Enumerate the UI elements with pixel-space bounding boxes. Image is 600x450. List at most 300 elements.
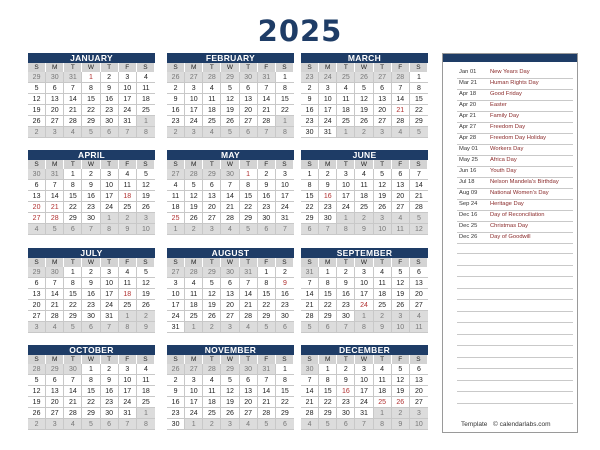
- day-cell: 11: [137, 83, 155, 94]
- day-cell: 7: [301, 375, 319, 386]
- day-cell: 9: [101, 375, 119, 386]
- day-cell-next-month: 5: [64, 322, 82, 333]
- day-cell: 13: [374, 94, 392, 105]
- day-cell-next-month: 2: [374, 311, 392, 322]
- holiday-date: Apr 18: [459, 91, 477, 97]
- day-cell: 4: [203, 375, 221, 386]
- note-line: [457, 403, 573, 404]
- weekday-label: T: [203, 63, 221, 72]
- weekday-label: W: [82, 258, 100, 267]
- weekday-label: W: [221, 258, 239, 267]
- weekday-label: T: [203, 355, 221, 364]
- day-cell: 24: [337, 202, 355, 213]
- day-cell: 12: [203, 289, 221, 300]
- day-cell-next-month: 12: [410, 224, 428, 235]
- month-february: [167, 53, 294, 138]
- day-cell: 7: [64, 83, 82, 94]
- day-cell-prev-month: 30: [240, 364, 258, 375]
- day-cell-prev-month: 29: [46, 364, 64, 375]
- day-cell: 5: [137, 169, 155, 180]
- weekday-label: S: [137, 63, 155, 72]
- day-cell: 9: [167, 386, 185, 397]
- day-cell: 20: [28, 202, 46, 213]
- day-cell-next-month: 5: [258, 419, 276, 430]
- day-cell: 5: [374, 169, 392, 180]
- page-title: 2025: [257, 14, 343, 48]
- day-cell: 31: [167, 322, 185, 333]
- holiday-date: Jan 01: [459, 69, 477, 75]
- day-cell: 30: [82, 213, 100, 224]
- day-cell-prev-month: 29: [203, 267, 221, 278]
- note-line: [457, 276, 573, 277]
- day-cell: 31: [355, 408, 373, 419]
- day-cell: 7: [258, 375, 276, 386]
- day-cell: 19: [137, 289, 155, 300]
- month-days: [301, 258, 428, 333]
- day-cell: 21: [258, 105, 276, 116]
- day-cell: 21: [301, 397, 319, 408]
- day-cell: 1: [319, 364, 337, 375]
- day-cell: 5: [203, 278, 221, 289]
- day-cell: 1: [301, 169, 319, 180]
- day-cell: 13: [28, 191, 46, 202]
- day-cell: 17: [185, 397, 203, 408]
- day-cell: 2: [337, 267, 355, 278]
- day-cell: 10: [319, 94, 337, 105]
- day-cell: 7: [392, 83, 410, 94]
- day-cell: 19: [137, 191, 155, 202]
- weekday-label: T: [240, 258, 258, 267]
- weekday-label: F: [258, 355, 276, 364]
- day-cell: 10: [119, 83, 137, 94]
- day-cell: 25: [203, 408, 221, 419]
- day-cell: 23: [337, 300, 355, 311]
- weekday-label: S: [167, 160, 185, 169]
- day-cell: 1: [319, 267, 337, 278]
- day-cell: 4: [374, 364, 392, 375]
- holiday-name: Day of Reconciliation: [490, 212, 545, 218]
- day-cell: 21: [64, 397, 82, 408]
- day-cell: 3: [185, 83, 203, 94]
- weekday-label: S: [137, 258, 155, 267]
- day-cell: 8: [82, 375, 100, 386]
- day-cell-next-month: 6: [64, 224, 82, 235]
- day-cell: 16: [101, 94, 119, 105]
- day-cell-prev-month: 29: [221, 364, 239, 375]
- day-cell-next-month: 3: [374, 213, 392, 224]
- day-cell: 24: [101, 202, 119, 213]
- day-cell: 24: [185, 116, 203, 127]
- day-cell-prev-month: 28: [28, 364, 46, 375]
- day-cell: 20: [28, 300, 46, 311]
- day-cell: 12: [137, 278, 155, 289]
- day-cell: 4: [137, 364, 155, 375]
- weekday-label: T: [203, 258, 221, 267]
- holiday-name: Day of Goodwill: [490, 234, 531, 240]
- day-cell-next-month: 1: [185, 419, 203, 430]
- day-cell: 26: [221, 116, 239, 127]
- day-cell: 5: [28, 83, 46, 94]
- day-cell: 12: [355, 94, 373, 105]
- day-cell: 3: [355, 267, 373, 278]
- day-cell: 7: [240, 278, 258, 289]
- day-cell: 5: [221, 375, 239, 386]
- day-cell: 16: [337, 289, 355, 300]
- day-cell-prev-month: 30: [64, 364, 82, 375]
- day-cell-next-month: 3: [221, 322, 239, 333]
- day-cell-next-month: 5: [221, 127, 239, 138]
- holiday-date: Apr 20: [459, 102, 477, 108]
- weekday-label: S: [410, 160, 428, 169]
- day-cell: 7: [64, 375, 82, 386]
- day-cell-prev-month: 28: [185, 267, 203, 278]
- day-cell-next-month: 9: [119, 224, 137, 235]
- month-header: JULY: [28, 248, 155, 258]
- weekday-label: S: [137, 355, 155, 364]
- day-cell: 30: [101, 408, 119, 419]
- day-cell: 15: [410, 94, 428, 105]
- day-cell: 8: [276, 83, 294, 94]
- day-cell: 19: [28, 105, 46, 116]
- weekday-label: M: [46, 355, 64, 364]
- day-cell: 3: [319, 83, 337, 94]
- day-cell: 25: [203, 116, 221, 127]
- day-cell-prev-month: 30: [28, 169, 46, 180]
- day-cell: 17: [101, 191, 119, 202]
- day-cell: 2: [82, 169, 100, 180]
- day-cell: 31: [319, 127, 337, 138]
- day-cell-prev-month: 30: [221, 169, 239, 180]
- weekday-label: S: [167, 258, 185, 267]
- weekday-label: S: [301, 63, 319, 72]
- day-cell: 3: [185, 375, 203, 386]
- note-line: [457, 391, 573, 392]
- weekday-label: T: [240, 355, 258, 364]
- day-cell-next-month: 4: [392, 213, 410, 224]
- weekday-label: T: [101, 63, 119, 72]
- footer: [461, 421, 551, 428]
- day-cell: 21: [46, 202, 64, 213]
- month-july: [28, 248, 155, 333]
- weekday-label: T: [101, 258, 119, 267]
- day-cell-next-month: 2: [167, 127, 185, 138]
- day-cell: 25: [374, 300, 392, 311]
- day-cell: 10: [185, 386, 203, 397]
- day-cell-next-month: 7: [337, 322, 355, 333]
- weekday-label: F: [119, 63, 137, 72]
- day-cell: 12: [28, 386, 46, 397]
- day-cell: 29: [301, 213, 319, 224]
- day-cell: 26: [374, 202, 392, 213]
- weekday-label: S: [28, 355, 46, 364]
- day-cell: 13: [28, 289, 46, 300]
- day-cell-next-month: 5: [410, 127, 428, 138]
- day-cell: 18: [137, 386, 155, 397]
- weekday-label: T: [101, 160, 119, 169]
- day-cell-prev-month: 29: [28, 72, 46, 83]
- day-cell-prev-month: 27: [185, 364, 203, 375]
- day-cell-prev-month: 26: [167, 72, 185, 83]
- day-cell-next-month: 2: [28, 127, 46, 138]
- day-cell-next-month: 8: [374, 419, 392, 430]
- day-cell: 14: [392, 94, 410, 105]
- day-cell-next-month: 3: [374, 127, 392, 138]
- month-header: FEBRUARY: [167, 53, 294, 63]
- day-cell: 3: [337, 169, 355, 180]
- day-cell: 31: [276, 213, 294, 224]
- day-cell: 9: [301, 94, 319, 105]
- note-line: [457, 322, 573, 323]
- day-cell: 10: [276, 180, 294, 191]
- holiday-name: Good Friday: [490, 91, 522, 97]
- day-cell: 9: [337, 278, 355, 289]
- day-cell: 15: [82, 386, 100, 397]
- month-days: [301, 160, 428, 235]
- day-cell: 6: [28, 278, 46, 289]
- holiday-date: Dec 26: [459, 234, 478, 240]
- day-cell: 1: [64, 267, 82, 278]
- day-cell: 20: [410, 289, 428, 300]
- month-october: [28, 345, 155, 430]
- weekday-label: T: [374, 63, 392, 72]
- day-cell: 25: [167, 213, 185, 224]
- weekday-label: S: [28, 63, 46, 72]
- day-cell: 1: [276, 72, 294, 83]
- day-cell: 3: [119, 364, 137, 375]
- day-cell: 10: [101, 180, 119, 191]
- day-cell: 6: [392, 169, 410, 180]
- weekday-label: S: [276, 355, 294, 364]
- month-november: [167, 345, 294, 430]
- day-cell: 28: [240, 311, 258, 322]
- day-cell-prev-month: 31: [258, 72, 276, 83]
- day-cell: 25: [119, 202, 137, 213]
- day-cell: 6: [46, 375, 64, 386]
- month-august: [167, 248, 294, 333]
- day-cell: 19: [221, 397, 239, 408]
- holiday-date: May 25: [459, 157, 479, 163]
- day-cell-next-month: 7: [258, 127, 276, 138]
- day-cell-next-month: 4: [28, 224, 46, 235]
- day-cell-prev-month: 26: [355, 72, 373, 83]
- day-cell-next-month: 1: [355, 311, 373, 322]
- day-cell-prev-month: 29: [28, 267, 46, 278]
- day-cell-next-month: 2: [355, 213, 373, 224]
- day-cell: 30: [82, 311, 100, 322]
- holiday-name: National Women's Day: [490, 190, 549, 196]
- day-cell: 28: [258, 116, 276, 127]
- month-header: JUNE: [301, 150, 428, 160]
- day-cell-next-month: 2: [355, 127, 373, 138]
- day-cell: 6: [28, 180, 46, 191]
- day-cell: 15: [64, 289, 82, 300]
- holiday-name: Easter: [490, 102, 507, 108]
- month-days: [167, 63, 294, 138]
- day-cell-next-month: 5: [258, 322, 276, 333]
- day-cell: 13: [46, 386, 64, 397]
- day-cell: 27: [221, 311, 239, 322]
- day-cell: 11: [337, 94, 355, 105]
- day-cell: 6: [240, 375, 258, 386]
- day-cell: 27: [240, 408, 258, 419]
- day-cell: 2: [101, 364, 119, 375]
- day-cell: 1: [276, 364, 294, 375]
- weekday-label: F: [119, 355, 137, 364]
- day-cell: 17: [185, 105, 203, 116]
- weekday-label: F: [258, 258, 276, 267]
- day-cell: 18: [119, 289, 137, 300]
- day-cell: 13: [240, 94, 258, 105]
- day-cell: 26: [28, 116, 46, 127]
- day-cell: 21: [410, 191, 428, 202]
- day-cell: 12: [392, 278, 410, 289]
- day-cell: 6: [410, 364, 428, 375]
- day-cell: 6: [240, 83, 258, 94]
- weekday-label: F: [258, 160, 276, 169]
- day-cell-next-month: 3: [28, 322, 46, 333]
- day-cell: 14: [410, 180, 428, 191]
- day-cell: 3: [355, 364, 373, 375]
- day-cell-next-month: 4: [64, 419, 82, 430]
- month-days: [28, 355, 155, 430]
- day-cell: 16: [167, 105, 185, 116]
- day-cell: 22: [258, 300, 276, 311]
- day-cell: 10: [167, 289, 185, 300]
- day-cell-next-month: 7: [119, 127, 137, 138]
- day-cell: 15: [240, 191, 258, 202]
- note-line: [457, 311, 573, 312]
- weekday-label: S: [410, 258, 428, 267]
- day-cell-prev-month: 27: [374, 72, 392, 83]
- day-cell-next-month: 5: [410, 213, 428, 224]
- day-cell: 13: [240, 386, 258, 397]
- holiday-name: Workers Day: [490, 146, 524, 152]
- day-cell: 16: [319, 191, 337, 202]
- day-cell-next-month: 11: [410, 322, 428, 333]
- day-cell: 5: [28, 375, 46, 386]
- weekday-label: M: [46, 63, 64, 72]
- day-cell: 15: [82, 94, 100, 105]
- day-cell: 25: [374, 397, 392, 408]
- day-cell: 21: [64, 105, 82, 116]
- day-cell: 28: [64, 408, 82, 419]
- month-header: DECEMBER: [301, 345, 428, 355]
- day-cell: 27: [374, 116, 392, 127]
- day-cell-next-month: 8: [119, 322, 137, 333]
- month-june: [301, 150, 428, 235]
- day-cell: 27: [410, 397, 428, 408]
- day-cell: 11: [119, 180, 137, 191]
- day-cell-next-month: 6: [101, 127, 119, 138]
- day-cell-prev-month: 29: [221, 72, 239, 83]
- day-cell: 16: [301, 105, 319, 116]
- day-cell: 15: [319, 386, 337, 397]
- weekday-label: M: [319, 63, 337, 72]
- weekday-label: S: [410, 355, 428, 364]
- day-cell: 15: [301, 191, 319, 202]
- day-cell: 18: [137, 94, 155, 105]
- day-cell-next-month: 8: [101, 224, 119, 235]
- day-cell: 8: [301, 180, 319, 191]
- day-cell: 16: [337, 386, 355, 397]
- day-cell-prev-month: 28: [203, 72, 221, 83]
- day-cell: 18: [374, 289, 392, 300]
- day-cell-next-month: 4: [203, 127, 221, 138]
- day-cell-prev-month: 24: [319, 72, 337, 83]
- day-cell: 29: [240, 213, 258, 224]
- weekday-label: T: [64, 160, 82, 169]
- day-cell: 23: [301, 116, 319, 127]
- day-cell-prev-month: 28: [185, 169, 203, 180]
- day-cell-next-month: 1: [101, 213, 119, 224]
- day-cell: 4: [203, 83, 221, 94]
- note-line: [457, 265, 573, 266]
- note-line: [457, 253, 573, 254]
- weekday-label: T: [240, 160, 258, 169]
- month-header: NOVEMBER: [167, 345, 294, 355]
- holiday-date: Aug 09: [459, 190, 478, 196]
- day-cell: 29: [64, 311, 82, 322]
- day-cell: 24: [355, 397, 373, 408]
- day-cell: 11: [119, 278, 137, 289]
- day-cell: 23: [258, 202, 276, 213]
- day-cell-next-month: 3: [203, 224, 221, 235]
- day-cell: 24: [167, 311, 185, 322]
- day-cell: 20: [374, 105, 392, 116]
- day-cell-prev-month: 31: [301, 267, 319, 278]
- weekday-label: M: [185, 160, 203, 169]
- day-cell: 4: [137, 72, 155, 83]
- day-cell-next-month: 10: [392, 322, 410, 333]
- day-cell: 22: [64, 202, 82, 213]
- day-cell: 2: [337, 364, 355, 375]
- holiday-name: Christmas Day: [490, 223, 529, 229]
- day-cell-next-month: 6: [240, 127, 258, 138]
- day-cell: 27: [28, 213, 46, 224]
- weekday-label: S: [28, 160, 46, 169]
- day-cell: 9: [82, 180, 100, 191]
- day-cell-next-month: 1: [185, 322, 203, 333]
- day-cell: 3: [167, 278, 185, 289]
- holiday-date: Apr 28: [459, 135, 477, 141]
- day-cell: 25: [185, 311, 203, 322]
- day-cell-next-month: 3: [185, 127, 203, 138]
- weekday-label: F: [392, 63, 410, 72]
- day-cell-prev-month: 31: [240, 267, 258, 278]
- holiday-date: Jul 18: [459, 179, 475, 185]
- day-cell-next-month: 8: [137, 127, 155, 138]
- holiday-name: New Years Day: [490, 69, 530, 75]
- weekday-label: T: [64, 355, 82, 364]
- day-cell: 29: [64, 213, 82, 224]
- month-january: [28, 53, 155, 138]
- day-cell: 27: [392, 202, 410, 213]
- day-cell-next-month: 3: [137, 213, 155, 224]
- day-cell: 9: [101, 83, 119, 94]
- day-cell: 19: [203, 300, 221, 311]
- day-cell: 2: [301, 83, 319, 94]
- day-cell: 2: [82, 267, 100, 278]
- weekday-label: W: [221, 160, 239, 169]
- day-cell: 22: [410, 105, 428, 116]
- day-cell: 6: [203, 180, 221, 191]
- day-cell: 23: [337, 397, 355, 408]
- day-cell: 26: [392, 300, 410, 311]
- day-cell-next-month: 4: [64, 127, 82, 138]
- day-cell: 10: [185, 94, 203, 105]
- weekday-label: M: [46, 258, 64, 267]
- holiday-name: Heritage Day: [490, 201, 524, 207]
